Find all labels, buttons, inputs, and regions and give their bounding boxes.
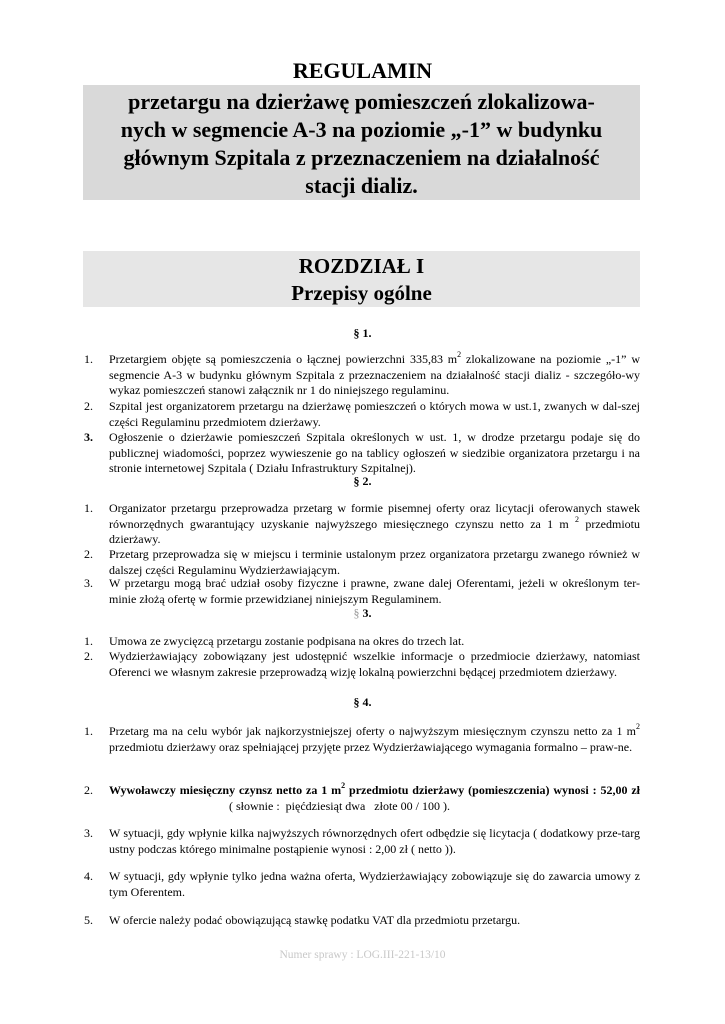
- superscript: 2: [636, 722, 640, 731]
- document-title: REGULAMIN: [292, 58, 433, 83]
- list-item: [84, 634, 640, 650]
- list-item: [84, 547, 640, 578]
- case-number-footer: Numer sprawy : LOG.III-221-13/10: [279, 949, 446, 961]
- item-text: W ofercie należy podać obowiązującą stawkę podatku VAT dla przedmiotu przetargu.: [109, 913, 521, 927]
- section-heading-3: [0, 606, 725, 620]
- list-item: [84, 649, 640, 680]
- list-item: [84, 399, 640, 430]
- item-number: 2.: [84, 399, 93, 413]
- item-number: 3.: [84, 430, 93, 444]
- item-text-bold: przedmiotu dzierżawy (pomieszczenia) wynosi : 52,00 zł: [345, 783, 641, 797]
- item-text: Wydzierżawiający zobowiązany jest udostępnić wszelkie informacje o przedmiocie dzierżawy, natomiast Oferenci we własnym zakresie przeprowadzą wizję lokalną powierzchni będącej przedmiotem dzierżawy.: [109, 649, 640, 679]
- item-text: Organizator przetargu przeprowadza przetarg w formie pisemnej oferty oraz licytacji oferowanych stawek równorzędnych gwarantujący uzyskanie najwyższego miesięcznego czynszu netto za 1 m: [109, 501, 640, 531]
- item-number: 3.: [84, 826, 93, 840]
- list-item: [84, 783, 640, 814]
- section-heading-2: § 2.: [353, 474, 372, 488]
- item-text: Umowa ze zwycięzcą przetargu zostanie podpisana na okres do trzech lat.: [109, 634, 465, 648]
- chapter-heading: [83, 251, 640, 307]
- list-item: [84, 913, 640, 929]
- item-text: Przetarg przeprowadza się w miejscu i terminie ustalonym przez organizatora przetargu zwanego również w dalszej części Regulaminu Wydzierżawiającym.: [109, 547, 640, 577]
- item-number: 1.: [84, 501, 93, 515]
- item-number: 2.: [84, 547, 93, 561]
- list-item: [84, 724, 640, 755]
- item-text: W przetargu mogą brać udział osoby fizyczne i prawne, zwane dalej Oferentami, jeżeli w określonym ter-minie złożą ofertę w formie przewidzianej niniejszym Regulaminem.: [109, 576, 640, 606]
- chapter-subtitle: Przepisy ogólne: [291, 281, 432, 305]
- list-item: [84, 501, 640, 548]
- list-item: [84, 352, 640, 399]
- item-number: 3.: [84, 576, 93, 590]
- list-item: [84, 576, 640, 607]
- document-subtitle: [83, 85, 640, 200]
- section-number: 3.: [362, 606, 372, 620]
- item-text: przedmiotu dzierżawy oraz spełniającej przyjęte przez Wydzierżawiającego wymagania formalno – praw-ne.: [109, 739, 633, 754]
- item-text: zlokalizowane na poziomie „-1” w segmencie A-3 w budynku głównym Szpitala z przeznaczeniem na działalność stacji dializ - szczegóło-wy wykaz pomieszczeń stanowi załącznik nr 1 do niniejszego regulaminu.: [109, 352, 640, 397]
- superscript: 2: [341, 781, 346, 790]
- superscript: 2: [575, 514, 580, 524]
- item-text: Przetargiem objęte są pomieszczenia o łącznej powierzchni 335,83 m: [109, 352, 458, 366]
- section-heading-4: § 4.: [353, 695, 372, 709]
- item-text: W sytuacji, gdy wpłynie tylko jedna ważna oferta, Wydzierżawiający zobowiązuje się do zawarcia umowy z tym Oferentem.: [109, 869, 640, 899]
- subtitle-line: przetargu na dzierżawę pomieszczeń zlokalizowa-: [128, 89, 595, 114]
- item-number: 1.: [84, 352, 93, 366]
- item-text: przedmiotu dzierżawy.: [109, 516, 640, 546]
- subtitle-line: stacji dializ.: [305, 173, 418, 198]
- item-number: 1.: [84, 634, 93, 648]
- item-text: W sytuacji, gdy wpłynie kilka najwyższych równorzędnych ofert odbędzie się licytacja ( dodatkowy prze-targ ustny podczas którego minimalne postąpienie wynosi : 2,00 zł ( netto )).: [109, 826, 640, 856]
- item-number: 2.: [84, 649, 93, 663]
- list-item: [84, 826, 640, 857]
- subtitle-line: głównym Szpitala z przeznaczeniem na działalność: [123, 145, 600, 170]
- item-number: 1.: [84, 724, 93, 738]
- item-text: Ogłoszenie o dzierżawie pomieszczeń Szpitala określonych w ust. 1, w drodze przetargu podaje się do publicznej wiadomości, poprzez wywieszenie go na tablicy ogłoszeń w siedzibie organizatora przetargu i na stronie internetowej Szpitala ( Działu Infrastruktury Szpitalnej).: [109, 430, 640, 475]
- section-symbol: §: [353, 606, 360, 620]
- list-item: [84, 869, 640, 900]
- section-heading-1: § 1.: [353, 326, 372, 340]
- item-number: 5.: [84, 913, 93, 927]
- list-item: [84, 430, 640, 477]
- item-number: 2.: [84, 783, 93, 797]
- item-text: Przetarg ma na celu wybór jak najkorzystniejszej oferty o najwyższym miesięcznym czynszu netto za 1 m: [109, 724, 636, 738]
- item-number: 4.: [84, 869, 93, 883]
- item-text: ( słownie : pięćdziesiąt dwa złote 00 / 100 ).: [109, 798, 450, 813]
- superscript: 2: [457, 350, 462, 359]
- chapter-title: ROZDZIAŁ I: [298, 254, 425, 278]
- item-text-bold: Wywoławczy miesięczny czynsz netto za 1 m: [109, 783, 342, 797]
- item-text: Szpital jest organizatorem przetargu na dzierżawę pomieszczeń o których mowa w ust.1, zwanych w dal-szej części Regulaminu przedmiotem dzierżawy.: [109, 399, 640, 429]
- subtitle-line: nych w segmencie A-3 na poziomie „-1” w budynku: [120, 117, 603, 142]
